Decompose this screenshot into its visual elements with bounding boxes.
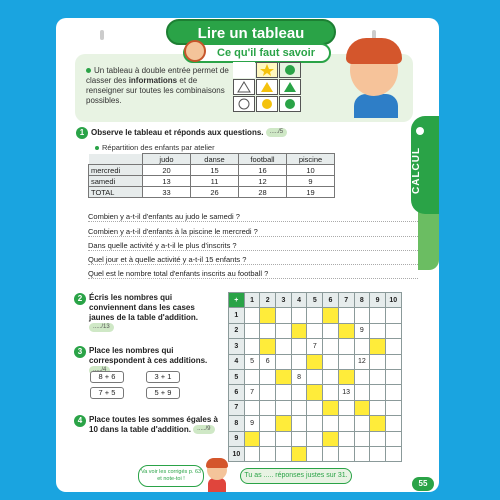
side-tab-label: CALCUL (411, 146, 422, 194)
table-cell (307, 323, 323, 338)
table-cell (338, 400, 354, 415)
exercise-number: 4 (74, 415, 86, 427)
table-row (229, 308, 402, 323)
table-cell (260, 446, 276, 461)
table-cell: 8 (291, 369, 307, 384)
table-cell (291, 400, 307, 415)
table-cell (338, 416, 354, 431)
table-cell (370, 323, 386, 338)
column-header: 6 (323, 293, 339, 308)
exercise-4-score: ...../9 (193, 425, 214, 434)
table-cell (370, 431, 386, 446)
yellow-answer-cell[interactable] (323, 400, 339, 415)
table-row (229, 369, 402, 384)
column-header: 3 (276, 293, 292, 308)
circle-green-icon (279, 96, 301, 112)
table-cell (244, 323, 260, 338)
table-cell: 16 (239, 165, 287, 176)
boy-avatar-icon (184, 40, 206, 62)
table-cell (291, 431, 307, 446)
yellow-answer-cell[interactable] (323, 308, 339, 323)
table-cell (370, 308, 386, 323)
table-cell (385, 400, 401, 415)
exercise-3-instruction-text: Place les nombres qui correspondent à ces additions. (89, 346, 208, 365)
triangle-yellow-icon (256, 79, 278, 95)
table-row (89, 176, 335, 187)
table-cell: 6 (260, 354, 276, 369)
table-cell (291, 354, 307, 369)
circle-yellow-icon (256, 96, 278, 112)
yellow-answer-cell[interactable] (354, 400, 370, 415)
bullet-icon (86, 68, 91, 73)
yellow-answer-cell[interactable] (244, 431, 260, 446)
yellow-answer-cell[interactable] (338, 323, 354, 338)
table-cell (291, 308, 307, 323)
table-cell (291, 385, 307, 400)
table-subtitle (95, 143, 215, 152)
table-cell: 20 (143, 165, 191, 176)
table-cell (354, 339, 370, 354)
table-cell (338, 339, 354, 354)
table-cell (323, 339, 339, 354)
table-cell (370, 385, 386, 400)
table-cell: 9 (244, 416, 260, 431)
table-cell (260, 400, 276, 415)
table-cell (307, 400, 323, 415)
row-header: 6 (229, 385, 245, 400)
column-header: 2 (260, 293, 276, 308)
exercise-number: 1 (76, 127, 88, 139)
table-cell: 7 (307, 339, 323, 354)
yellow-answer-cell[interactable] (307, 354, 323, 369)
sum-box: 3 + 1 (146, 371, 180, 383)
table-cell (291, 416, 307, 431)
table-cell (338, 431, 354, 446)
column-header: 8 (354, 293, 370, 308)
exercise-1-instruction (91, 128, 287, 138)
row-header: 3 (229, 339, 245, 354)
exercise-4-instruction-text: Place toutes les sommes égales à 10 dans la table d'addition. (89, 415, 218, 434)
exercise-2-instruction (89, 293, 221, 333)
column-header: piscine (287, 154, 335, 165)
table-row (229, 354, 402, 369)
table-header-row (229, 293, 402, 308)
table-cell (385, 308, 401, 323)
row-header: 2 (229, 323, 245, 338)
table-cell: 9 (354, 323, 370, 338)
table-cell (276, 385, 292, 400)
flower-icon (279, 62, 301, 78)
table-cell: 12 (239, 176, 287, 187)
yellow-answer-cell[interactable] (291, 323, 307, 338)
rule-text-post: et de renseigner sur toutes les combinaisons possibles. (86, 76, 225, 105)
table-cell (307, 446, 323, 461)
page-number: 55 (412, 477, 434, 491)
table-cell (370, 369, 386, 384)
table-cell (354, 416, 370, 431)
row-header: 7 (229, 400, 245, 415)
table-cell: 28 (239, 187, 287, 198)
table-cell (385, 446, 401, 461)
table-cell (323, 385, 339, 400)
table-cell (307, 431, 323, 446)
column-header: 5 (307, 293, 323, 308)
table-cell: 10 (287, 165, 335, 176)
yellow-answer-cell[interactable] (307, 385, 323, 400)
column-header: 9 (370, 293, 386, 308)
table-cell (385, 354, 401, 369)
total-score: Tu as ..... réponses justes sur 31. (240, 468, 352, 484)
table-cell: 9 (287, 176, 335, 187)
yellow-answer-cell[interactable] (323, 431, 339, 446)
table-cell: 5 (244, 354, 260, 369)
column-header: danse (191, 154, 239, 165)
table-cell (385, 339, 401, 354)
yellow-answer-cell[interactable] (276, 369, 292, 384)
table-cell (370, 354, 386, 369)
table-cell (354, 446, 370, 461)
table-cell (276, 339, 292, 354)
column-header: football (239, 154, 287, 165)
table-cell (244, 446, 260, 461)
sum-box: 8 + 6 (90, 371, 124, 383)
addition-table (228, 292, 402, 462)
table-cell (385, 385, 401, 400)
table-cell (323, 323, 339, 338)
table-cell: 7 (244, 385, 260, 400)
row-header: 10 (229, 446, 245, 461)
rule-tab-label: Ce qu'il faut savoir (183, 43, 331, 63)
question-line[interactable]: Dans quelle activité y a-t-il le plus d'inscrits ? (88, 240, 418, 251)
workshop-table (88, 153, 335, 198)
table-cell (354, 431, 370, 446)
row-header: samedi (89, 176, 143, 187)
table-row (229, 323, 402, 338)
triangle-green-icon (279, 79, 301, 95)
page-title: Lire un tableau (166, 19, 336, 45)
table-cell (354, 369, 370, 384)
yellow-answer-cell[interactable] (370, 339, 386, 354)
table-cell (354, 308, 370, 323)
row-header: 8 (229, 416, 245, 431)
table-subtitle-text: Répartition des enfants par atelier (102, 143, 215, 152)
table-row (229, 446, 402, 461)
bullet-icon (95, 146, 99, 150)
table-cell (385, 323, 401, 338)
table-cell (291, 339, 307, 354)
table-cell (276, 323, 292, 338)
table-cell (323, 446, 339, 461)
row-header: 4 (229, 354, 245, 369)
table-cell (338, 354, 354, 369)
exercise-number: 3 (74, 346, 86, 358)
rule-text-bold: informations (128, 76, 178, 85)
exercise-1-score: ...../5 (266, 128, 287, 137)
exercise-2-score: ...../13 (89, 323, 114, 332)
circle-outline-icon (233, 96, 255, 112)
table-cell (354, 385, 370, 400)
column-header: 10 (385, 293, 401, 308)
table-cell (244, 308, 260, 323)
pin-decoration (100, 30, 104, 40)
table-cell (260, 323, 276, 338)
exercise-number: 2 (74, 293, 86, 305)
sum-box: 7 + 5 (90, 387, 124, 399)
yellow-answer-cell[interactable] (370, 416, 386, 431)
table-row (229, 339, 402, 354)
plus-corner: + (229, 293, 245, 308)
column-header: 4 (291, 293, 307, 308)
question-line[interactable]: Combien y a-t-il d'enfants au judo le samedi ? (88, 211, 418, 222)
table-cell (244, 369, 260, 384)
table-cell: 19 (287, 187, 335, 198)
rule-text-pre: Un tableau à double entrée permet de classer des (86, 66, 229, 85)
column-header: 7 (338, 293, 354, 308)
table-cell: 15 (191, 165, 239, 176)
table-cell (276, 354, 292, 369)
table-row (229, 385, 402, 400)
table-cell (370, 446, 386, 461)
table-cell (385, 416, 401, 431)
table-cell (307, 416, 323, 431)
rule-text (86, 66, 231, 106)
yellow-answer-cell[interactable] (338, 369, 354, 384)
table-cell (323, 416, 339, 431)
row-header: 9 (229, 431, 245, 446)
table-cell: 11 (191, 176, 239, 187)
table-cell (385, 431, 401, 446)
question-line[interactable]: Combien y a-t-il d'enfants à la piscine le mercredi ? (88, 226, 418, 237)
table-cell (260, 369, 276, 384)
sum-box: 5 + 9 (146, 387, 180, 399)
yellow-answer-cell[interactable] (260, 339, 276, 354)
table-cell (338, 308, 354, 323)
table-cell (260, 385, 276, 400)
table-row (229, 400, 402, 415)
table-row (89, 165, 335, 176)
table-cell: 12 (354, 354, 370, 369)
boy-character-illustration (344, 38, 414, 118)
exercise-4-instruction (89, 415, 221, 435)
yellow-answer-cell[interactable] (260, 308, 276, 323)
column-header: judo (143, 154, 191, 165)
table-cell (307, 308, 323, 323)
yellow-answer-cell[interactable] (276, 416, 292, 431)
table-row (229, 431, 402, 446)
table-cell (276, 431, 292, 446)
table-cell (307, 369, 323, 384)
yellow-answer-cell[interactable] (291, 446, 307, 461)
column-header: 1 (244, 293, 260, 308)
table-cell: 26 (191, 187, 239, 198)
side-tab-dot-icon (413, 124, 427, 138)
table-cell (370, 400, 386, 415)
hint-bubble: Va voir les corrigés p. 63 et note-toi ! (138, 465, 204, 487)
table-cell: 13 (143, 176, 191, 187)
exercise-2-instruction-text: Écris les nombres qui conviennent dans les cases jaunes de la table d'addition. (89, 293, 199, 322)
table-cell (385, 369, 401, 384)
question-line[interactable]: Quel jour et à quelle activité y a-t-il 15 enfants ? (88, 254, 418, 265)
table-cell (244, 339, 260, 354)
star-icon (256, 62, 278, 78)
table-row (229, 416, 402, 431)
table-row (89, 187, 335, 198)
row-header: 1 (229, 308, 245, 323)
table-cell (244, 400, 260, 415)
table-cell (323, 369, 339, 384)
table-cell (338, 446, 354, 461)
row-header: 5 (229, 369, 245, 384)
triangle-outline-icon (233, 79, 255, 95)
question-line[interactable]: Quel est le nombre total d'enfants inscrits au football ? (88, 268, 418, 279)
table-cell (276, 400, 292, 415)
table-cell (260, 416, 276, 431)
table-cell (276, 446, 292, 461)
table-cell (260, 431, 276, 446)
table-cell (276, 308, 292, 323)
table-cell (323, 354, 339, 369)
row-header: mercredi (89, 165, 143, 176)
row-header: TOTAL (89, 187, 143, 198)
girl-character-illustration (204, 458, 230, 492)
table-cell: 33 (143, 187, 191, 198)
example-shape-grid (233, 62, 303, 112)
table-cell: 13 (338, 385, 354, 400)
exercise-1-instruction-text: Observe le tableau et réponds aux questions. (91, 128, 264, 137)
